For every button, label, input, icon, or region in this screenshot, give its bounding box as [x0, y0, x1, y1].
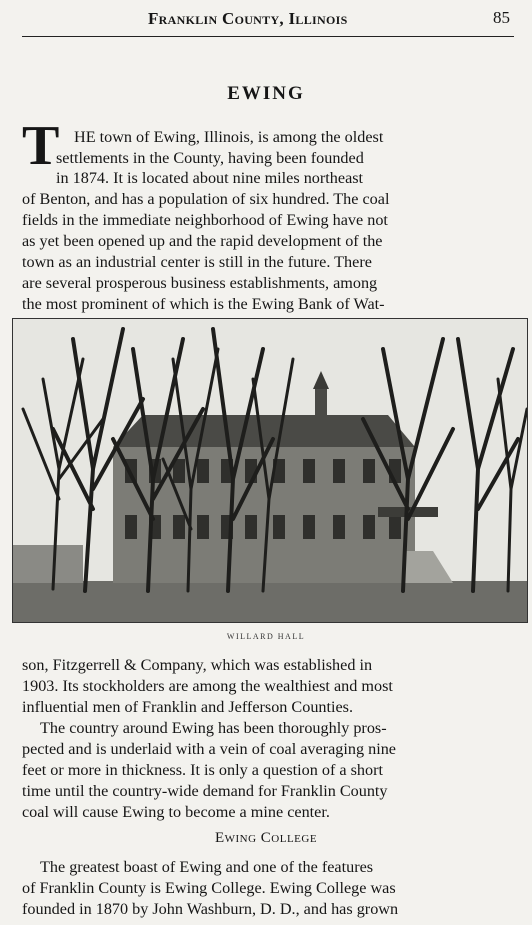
continuation-line: feet or more in thickness. It is only a question of a short [22, 761, 383, 779]
intro-line: fields in the immediate neighborhood of Ewing have not [22, 211, 388, 229]
continuation-line: coal will cause Ewing to become a mine center. [22, 803, 330, 821]
section-title: EWING [227, 83, 305, 104]
drop-cap: T [22, 115, 60, 177]
page-number: 85 [493, 8, 510, 27]
small-house [13, 545, 83, 583]
photo-illustration [13, 319, 527, 622]
subsection-line: of Franklin County is Ewing College. Ewing College was [22, 879, 396, 897]
continuation-line: son, Fitzgerrell & Company, which was established in [22, 656, 373, 674]
intro-line: are several prosperous business establishments, among [22, 274, 378, 292]
continuation-line: pected and is underlaid with a vein of coal averaging nine [22, 740, 396, 758]
willard-hall-photo [12, 318, 528, 623]
intro-line: in 1874. It is located about nine miles northeast [56, 169, 364, 187]
subsection-line: founded in 1870 by John Washburn, D. D., and has grown [22, 900, 399, 918]
photo-caption: WILLARD HALL [226, 632, 306, 641]
intro-line: of Benton, and has a population of six hundred. The coal [22, 190, 390, 208]
continuation-line: 1903. Its stockholders are among the wealthiest and most [22, 677, 393, 695]
subsection-title: Ewing College [214, 830, 318, 846]
ground [13, 581, 527, 622]
intro-line: settlements in the County, having been founded [56, 149, 364, 167]
continuation-line: The country around Ewing has been thoroughly pros- [40, 719, 387, 737]
intro-line: as yet been opened up and the rapid development of the [22, 232, 383, 250]
subsection-line: The greatest boast of Ewing and one of the features [40, 858, 374, 876]
running-title: Franklin County, Illinois [148, 9, 348, 28]
continuation-line: influential men of Franklin and Jefferson Counties. [22, 698, 354, 716]
intro-line: town as an industrial center is still in the future. There [22, 253, 372, 271]
intro-line: the most prominent of which is the Ewing Bank of Wat- [22, 295, 385, 313]
running-header [22, 0, 514, 37]
continuation-line: time until the country-wide demand for Franklin County [22, 782, 388, 800]
intro-line: HE town of Ewing, Illinois, is among the oldest [74, 128, 384, 146]
